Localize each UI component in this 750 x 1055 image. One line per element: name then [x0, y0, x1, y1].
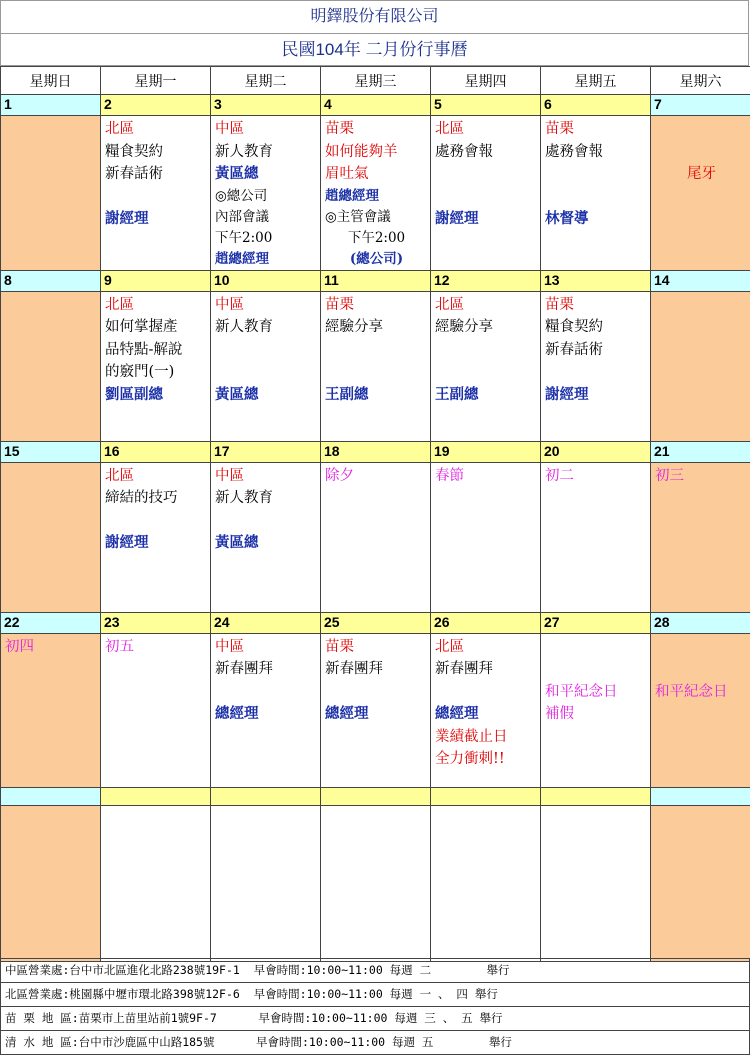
event-line — [325, 339, 428, 362]
day-cell[interactable] — [101, 805, 211, 961]
branch-note: 清 水 地 區:台中市沙鹿區中山路185號 早會時間:10:00~11:00 每週 五 舉行 — [1, 1031, 750, 1055]
date-number: 2 — [101, 95, 211, 116]
event-line — [215, 510, 318, 533]
event-line — [215, 339, 318, 362]
event-line: 新春團拜 — [215, 658, 318, 681]
weekday-header: 星期五 — [541, 67, 651, 95]
day-cell[interactable] — [431, 116, 541, 271]
event-line: 總經理 — [325, 703, 428, 726]
day-cell[interactable] — [431, 633, 541, 787]
event-line — [545, 636, 648, 659]
event-line: 北區 — [105, 465, 208, 488]
event-line: 糧食契約 — [545, 316, 648, 339]
event-line: 新人教育 — [215, 316, 318, 339]
date-number: 26 — [431, 612, 541, 633]
day-cell[interactable] — [1, 805, 101, 961]
date-number: 15 — [1, 441, 101, 462]
event-line — [655, 636, 748, 659]
event-line: 補假 — [545, 703, 648, 726]
event-line: 林督導 — [545, 208, 648, 231]
event-line: 內部會議 — [215, 207, 318, 228]
event-line: 黃區總 — [215, 384, 318, 407]
date-number: 4 — [321, 95, 431, 116]
event-line: 苗栗 — [325, 636, 428, 659]
company-name: 明鐸股份有限公司 — [0, 0, 749, 34]
day-cell[interactable] — [651, 633, 750, 787]
date-number-row — [1, 787, 750, 805]
date-number — [541, 787, 651, 805]
event-line — [215, 681, 318, 704]
day-cell[interactable] — [431, 291, 541, 441]
event-line: 處務會報 — [435, 141, 538, 164]
event-line: ◎總公司 — [215, 186, 318, 207]
event-line: 總經理 — [215, 703, 318, 726]
event-line: 中區 — [215, 465, 318, 488]
date-number — [431, 787, 541, 805]
event-line: 謝經理 — [545, 384, 648, 407]
event-line: 苗栗 — [545, 118, 648, 141]
event-line: 中區 — [215, 636, 318, 659]
event-line: 和平紀念日 — [655, 681, 748, 704]
day-cell[interactable] — [321, 633, 431, 787]
event-line: 趙總經理 — [215, 249, 318, 270]
event-line: 北區 — [435, 294, 538, 317]
event-line: 新春話術 — [105, 163, 208, 186]
date-number — [211, 787, 321, 805]
event-line — [215, 361, 318, 384]
week-content-row — [1, 805, 750, 961]
event-line — [545, 186, 648, 209]
event-line: 經驗分享 — [435, 316, 538, 339]
day-cell[interactable] — [211, 116, 321, 271]
day-cell[interactable] — [1, 116, 101, 271]
event-line — [655, 118, 748, 141]
date-number: 11 — [321, 270, 431, 291]
event-line: 黃區總 — [215, 163, 318, 186]
date-number: 24 — [211, 612, 321, 633]
weekday-header: 星期一 — [101, 67, 211, 95]
date-number: 19 — [431, 441, 541, 462]
week-content-row — [1, 633, 750, 787]
date-number: 3 — [211, 95, 321, 116]
event-line: 中區 — [215, 294, 318, 317]
date-number: 22 — [1, 612, 101, 633]
day-cell[interactable] — [321, 805, 431, 961]
event-line: 北區 — [105, 118, 208, 141]
event-line — [545, 658, 648, 681]
branch-note: 北區營業處:桃園縣中壢市環北路398號12F-6 早會時間:10:00~11:00 每週 一 、 四 舉行 — [1, 983, 750, 1007]
week-content-row — [1, 116, 750, 271]
date-number — [321, 787, 431, 805]
event-line: 全力衝刺!! — [435, 748, 538, 771]
event-line: ◎主管會議 — [325, 207, 428, 228]
event-line — [545, 361, 648, 384]
event-line: 下午2:00 — [325, 228, 428, 249]
event-line: 如何能夠羊 — [325, 141, 428, 164]
week-content-row — [1, 291, 750, 441]
weekday-header: 星期四 — [431, 67, 541, 95]
day-cell[interactable] — [541, 462, 651, 612]
event-line — [325, 361, 428, 384]
event-line: 王副總 — [435, 384, 538, 407]
day-cell[interactable] — [541, 291, 651, 441]
event-line: 王副總 — [325, 384, 428, 407]
day-cell[interactable] — [541, 633, 651, 787]
day-cell[interactable] — [321, 116, 431, 271]
event-line: 苗栗 — [325, 118, 428, 141]
day-cell[interactable] — [1, 462, 101, 612]
event-line — [655, 658, 748, 681]
event-line: 北區 — [435, 118, 538, 141]
date-number — [101, 787, 211, 805]
date-number: 6 — [541, 95, 651, 116]
event-line — [435, 681, 538, 704]
event-line: 下午2:00 — [215, 228, 318, 249]
date-number: 23 — [101, 612, 211, 633]
date-number: 10 — [211, 270, 321, 291]
date-number: 17 — [211, 441, 321, 462]
event-line: 初五 — [105, 636, 208, 659]
event-line: 經驗分享 — [325, 316, 428, 339]
event-line — [435, 163, 538, 186]
event-line: 苗栗 — [545, 294, 648, 317]
date-number: 14 — [651, 270, 750, 291]
day-cell[interactable] — [101, 462, 211, 612]
event-line: 新春話術 — [545, 339, 648, 362]
event-line — [655, 141, 748, 164]
event-line — [435, 339, 538, 362]
event-line: 北區 — [105, 294, 208, 317]
date-number-row — [1, 441, 750, 462]
date-number: 20 — [541, 441, 651, 462]
date-number: 1 — [1, 95, 101, 116]
weekday-header: 星期三 — [321, 67, 431, 95]
date-number: 16 — [101, 441, 211, 462]
day-cell[interactable] — [321, 291, 431, 441]
event-line: 如何掌握產 — [105, 316, 208, 339]
event-line: 業績截止日 — [435, 726, 538, 749]
event-line: 初三 — [655, 465, 748, 488]
date-number: 27 — [541, 612, 651, 633]
calendar-title: 民國104年 二月份行事曆 — [0, 33, 749, 66]
day-cell[interactable] — [651, 291, 750, 441]
event-line: 趙總經理 — [325, 186, 428, 207]
event-line — [435, 186, 538, 209]
date-number: 13 — [541, 270, 651, 291]
event-line: 謝經理 — [105, 532, 208, 555]
branch-note: 苗 栗 地 區:苗栗市上苗里站前1號9F-7 早會時間:10:00~11:00 每週 三 、 五 舉行 — [1, 1007, 750, 1031]
day-cell[interactable] — [541, 805, 651, 961]
event-line: 北區 — [435, 636, 538, 659]
date-number: 9 — [101, 270, 211, 291]
event-line: 謝經理 — [435, 208, 538, 231]
event-line — [435, 361, 538, 384]
event-line — [325, 681, 428, 704]
date-number-row — [1, 270, 750, 291]
date-number: 8 — [1, 270, 101, 291]
day-cell[interactable] — [1, 633, 101, 787]
date-number: 5 — [431, 95, 541, 116]
event-line: 新人教育 — [215, 487, 318, 510]
event-line: 苗栗 — [325, 294, 428, 317]
event-line: 劉區副總 — [105, 384, 208, 407]
date-number: 18 — [321, 441, 431, 462]
day-cell[interactable] — [211, 805, 321, 961]
event-line — [545, 163, 648, 186]
date-number — [651, 787, 750, 805]
date-number: 12 — [431, 270, 541, 291]
date-number: 7 — [651, 95, 750, 116]
day-cell[interactable] — [1, 291, 101, 441]
day-cell[interactable] — [101, 633, 211, 787]
day-cell[interactable] — [211, 633, 321, 787]
day-cell[interactable] — [651, 116, 750, 271]
weekday-header-row — [1, 67, 750, 95]
day-cell[interactable] — [211, 291, 321, 441]
weekday-header: 星期六 — [651, 67, 750, 95]
branch-note: 中區營業處:台中市北區進化北路238號19F-1 早會時間:10:00~11:00 每週 二 舉行 — [1, 959, 750, 983]
event-line: 初二 — [545, 465, 648, 488]
event-line: 除夕 — [325, 465, 428, 488]
event-line: 中區 — [215, 118, 318, 141]
date-number — [1, 787, 101, 805]
event-line: 新春團拜 — [435, 658, 538, 681]
event-line — [105, 510, 208, 533]
day-cell[interactable] — [101, 291, 211, 441]
day-cell[interactable] — [541, 116, 651, 271]
date-number: 25 — [321, 612, 431, 633]
day-cell[interactable] — [431, 462, 541, 612]
day-cell[interactable] — [651, 462, 750, 612]
date-number-row — [1, 612, 750, 633]
event-line: 總經理 — [435, 703, 538, 726]
branch-notes — [0, 958, 750, 1055]
date-number: 21 — [651, 441, 750, 462]
day-cell[interactable] — [101, 116, 211, 271]
date-number-row — [1, 95, 750, 116]
event-line: 新春團拜 — [325, 658, 428, 681]
event-line: 的竅門(一) — [105, 361, 208, 384]
event-line: 眉吐氣 — [325, 163, 428, 186]
day-cell[interactable] — [211, 462, 321, 612]
event-line: 春節 — [435, 465, 538, 488]
event-line: 黃區總 — [215, 532, 318, 555]
week-content-row — [1, 462, 750, 612]
date-number: 28 — [651, 612, 750, 633]
event-line: 新人教育 — [215, 141, 318, 164]
weekday-header: 星期日 — [1, 67, 101, 95]
event-line: 尾牙 — [655, 163, 748, 186]
calendar-grid — [0, 66, 750, 962]
event-line: 謝經理 — [105, 208, 208, 231]
day-cell[interactable] — [321, 462, 431, 612]
event-line: (總公司) — [325, 249, 428, 270]
event-line: 糧食契約 — [105, 141, 208, 164]
event-line: 處務會報 — [545, 141, 648, 164]
day-cell[interactable] — [651, 805, 750, 961]
weekday-header: 星期二 — [211, 67, 321, 95]
event-line: 和平紀念日 — [545, 681, 648, 704]
event-line: 締結的技巧 — [105, 487, 208, 510]
event-line — [105, 186, 208, 209]
event-line: 品特點-解說 — [105, 339, 208, 362]
day-cell[interactable] — [431, 805, 541, 961]
event-line: 初四 — [5, 636, 98, 659]
